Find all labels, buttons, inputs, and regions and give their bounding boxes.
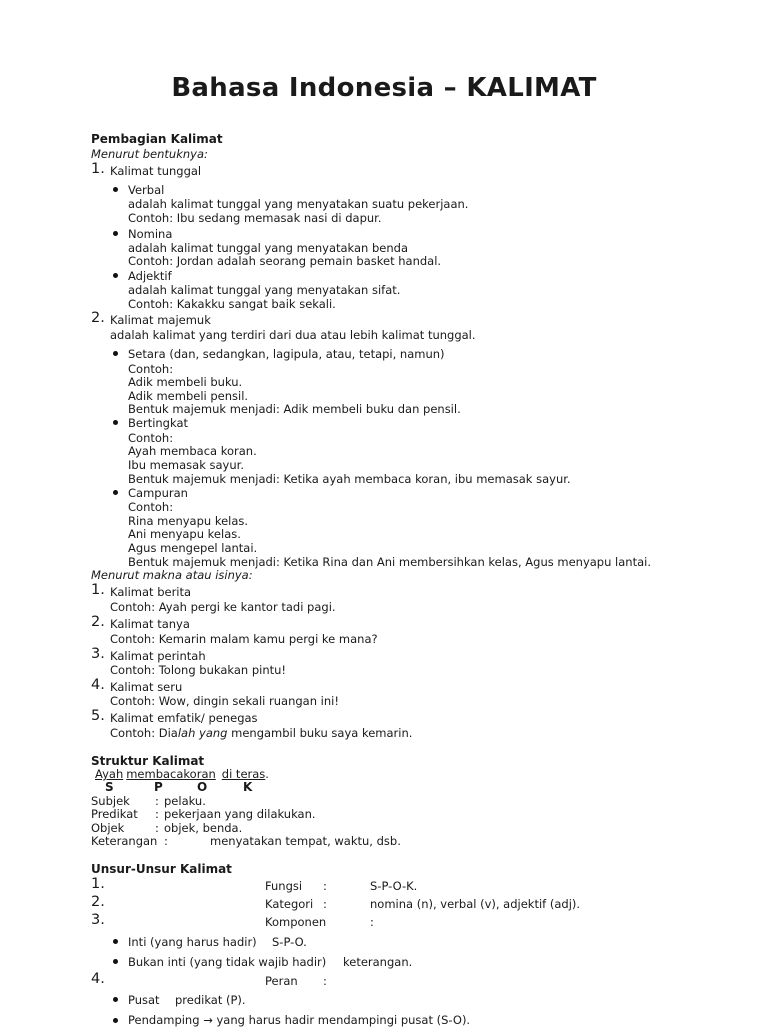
example-text: Contoh: Ayah pergi ke kantor tadi pagi.	[110, 600, 336, 614]
definition-text: adalah kalimat tunggal yang menyatakan suatu pekerjaan.	[128, 197, 469, 211]
example-text: Bentuk majemuk menjadi: Ketika Rina dan Ani membersihkan kelas, Agus menyapu lantai.	[128, 555, 651, 569]
unsur-label: Kategori	[265, 897, 314, 911]
separator: :	[323, 879, 327, 893]
word-predikat-objek: membacakoran	[126, 767, 216, 781]
list-item: Campuran	[128, 486, 188, 500]
term-description: objek, benda.	[164, 821, 243, 835]
example-text: Adik membeli buku.	[128, 375, 243, 389]
komponen-term: Bukan inti (yang tidak wajib hadir)	[128, 955, 327, 969]
peran-line	[128, 1013, 470, 1027]
example-text: Rina menyapu kelas.	[128, 514, 249, 528]
list-item-label: Kalimat tunggal	[110, 164, 202, 178]
peran-term: Pusat	[128, 993, 160, 1007]
komponen-value: S-P-O.	[272, 935, 307, 949]
bullet-icon	[113, 1018, 118, 1023]
definition-text: adalah kalimat tunggal yang menyatakan sifat.	[128, 283, 401, 297]
list-number: 4.	[91, 971, 105, 987]
term: Keterangan	[91, 834, 158, 848]
term-description: pelaku.	[164, 794, 206, 808]
list-item-label: Kalimat majemuk	[110, 313, 211, 327]
list-number: 3.	[91, 912, 105, 928]
separator: :	[155, 821, 159, 835]
separator: :	[155, 807, 159, 821]
list-number: 3.	[91, 646, 105, 662]
label-k: K	[243, 780, 253, 794]
komponen-term: Inti (yang harus hadir)	[128, 935, 257, 949]
unsur-label: Peran	[265, 974, 298, 988]
example-text: Agus mengepel lantai.	[128, 541, 258, 555]
sentence-example	[91, 767, 269, 781]
list-number: 4.	[91, 677, 105, 693]
peran-value: yang harus hadir mendampingi pusat (S-O).	[216, 1013, 471, 1027]
document-title: Bahasa Indonesia – KALIMAT	[171, 73, 597, 103]
example-text: Ibu memasak sayur.	[128, 458, 244, 472]
example-text: Bentuk majemuk menjadi: Ketika ayah membaca koran, ibu memasak sayur.	[128, 472, 571, 486]
list-number: 2.	[91, 310, 105, 326]
separator: :	[323, 974, 327, 988]
bullet-icon	[113, 231, 118, 236]
example-text: Adik membeli pensil.	[128, 389, 249, 403]
example-text: Contoh: Kemarin malam kamu pergi ke mana?	[110, 632, 378, 646]
example-text: Ani menyapu kelas.	[128, 527, 241, 541]
example-text: Bentuk majemuk menjadi: Adik membeli buku dan pensil.	[128, 402, 461, 416]
example-text: Contoh:	[128, 362, 174, 376]
example-text: Contoh:	[128, 500, 174, 514]
list-number: 1.	[91, 582, 105, 598]
subheading-makna: Menurut makna atau isinya:	[91, 568, 253, 582]
definition-text: adalah kalimat yang terdiri dari dua atau lebih kalimat tunggal.	[110, 328, 476, 342]
list-item: Adjektif	[128, 269, 172, 283]
list-item-label: Kalimat berita	[110, 585, 192, 599]
separator: :	[155, 794, 159, 808]
list-item: Bertingkat	[128, 416, 188, 430]
list-item-label: Kalimat perintah	[110, 649, 206, 663]
separator: :	[323, 897, 327, 911]
sentence-period: .	[265, 767, 269, 781]
arrow-icon: →	[203, 1013, 213, 1027]
example-text: Contoh: Jordan adalah seorang pemain basket handal.	[128, 254, 442, 268]
section-heading-struktur: Struktur Kalimat	[91, 754, 205, 768]
bullet-icon	[113, 959, 118, 964]
word-subjek: Ayah	[95, 767, 124, 781]
peran-value: predikat (P).	[175, 993, 246, 1007]
list-item-label: Kalimat seru	[110, 680, 183, 694]
example-text-start: Contoh: Dia	[110, 726, 178, 740]
term: Objek	[91, 821, 125, 835]
label-s: S	[105, 780, 114, 794]
list-number: 1.	[91, 161, 105, 177]
example-text: Contoh:	[128, 431, 174, 445]
list-item-label: Kalimat emfatik/ penegas	[110, 711, 258, 725]
bullet-icon	[113, 420, 118, 425]
bullet-icon	[113, 997, 118, 1002]
bullet-icon	[113, 187, 118, 192]
example-text: Contoh: Kakakku sangat baik sekali.	[128, 297, 336, 311]
separator: :	[164, 834, 168, 848]
list-number: 5.	[91, 708, 105, 724]
example-text-end: mengambil buku saya kemarin.	[227, 726, 413, 740]
example-text: Contoh: Wow, dingin sekali ruangan ini!	[110, 694, 339, 708]
emphasis-text: lah yang	[177, 726, 228, 740]
bullet-icon	[113, 351, 118, 356]
list-number: 1.	[91, 876, 105, 892]
example-text	[110, 726, 412, 740]
example-text: Contoh: Tolong bukakan pintu!	[110, 663, 287, 677]
list-item: Verbal	[128, 183, 165, 197]
word-keterangan: di teras	[221, 767, 266, 781]
unsur-value: S-P-O-K.	[370, 879, 418, 893]
list-item: Setara (dan, sedangkan, lagipula, atau, tetapi, namun)	[128, 347, 445, 361]
komponen-value: keterangan.	[343, 955, 413, 969]
bullet-icon	[113, 273, 118, 278]
unsur-value: nomina (n), verbal (v), adjektif (adj).	[370, 897, 581, 911]
separator: :	[370, 915, 374, 929]
term: Subjek	[91, 794, 130, 808]
bullet-icon	[113, 490, 118, 495]
list-item: Nomina	[128, 227, 173, 241]
definition-text: adalah kalimat tunggal yang menyatakan benda	[128, 241, 409, 255]
term-description: menyatakan tempat, waktu, dsb.	[210, 834, 401, 848]
example-text: Contoh: Ibu sedang memasak nasi di dapur.	[128, 211, 382, 225]
section-heading-pembagian: Pembagian Kalimat	[91, 132, 223, 146]
term-description: pekerjaan yang dilakukan.	[164, 807, 316, 821]
list-item-label: Kalimat tanya	[110, 617, 190, 631]
subheading-bentuk: Menurut bentuknya:	[91, 147, 208, 161]
unsur-label: Komponen	[265, 915, 327, 929]
term: Predikat	[91, 807, 138, 821]
list-number: 2.	[91, 894, 105, 910]
list-number: 2.	[91, 614, 105, 630]
bullet-icon	[113, 939, 118, 944]
label-o: O	[197, 780, 208, 794]
section-heading-unsur: Unsur-Unsur Kalimat	[91, 862, 232, 876]
unsur-label: Fungsi	[265, 879, 303, 893]
peran-term: Pendamping	[128, 1013, 200, 1027]
label-p: P	[154, 780, 163, 794]
example-text: Ayah membaca koran.	[128, 444, 257, 458]
